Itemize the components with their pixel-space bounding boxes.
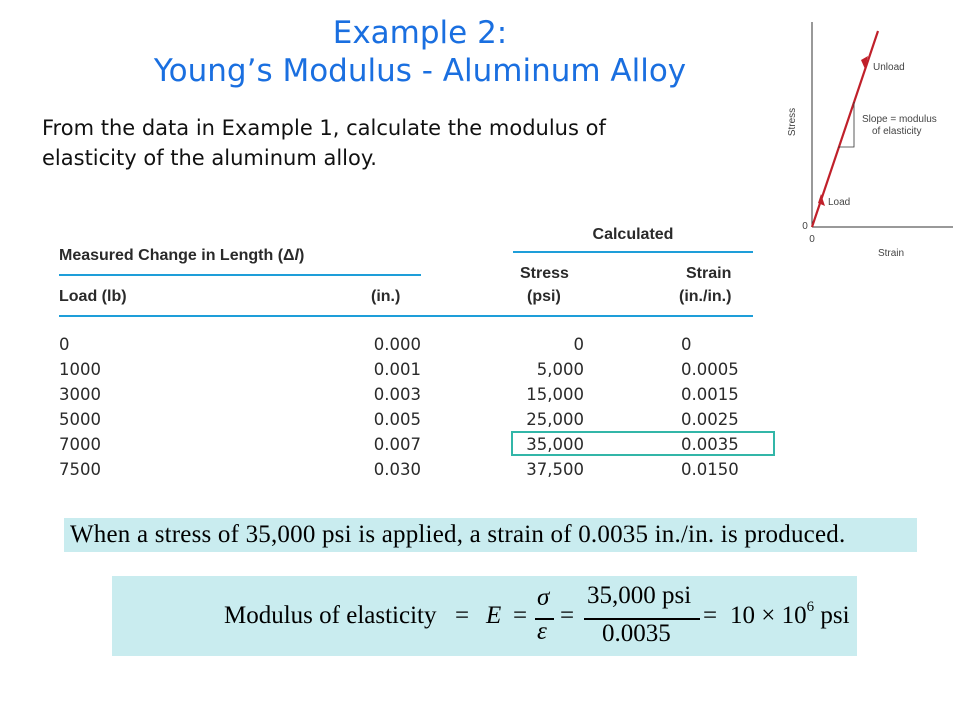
col-strain-line2: (in./in.) (679, 288, 732, 305)
result-mantissa: 10 × 10 (730, 602, 807, 629)
cell-stress: 25,000 (526, 410, 584, 429)
cell-stress: 15,000 (526, 385, 584, 404)
calculated-rule (513, 251, 753, 253)
measured-header-close: ) (298, 247, 305, 264)
y-origin-label: 0 (802, 221, 808, 232)
intro-line-1: From the data in Example 1, calculate the modulus of (42, 116, 606, 140)
cell-length: 0.003 (373, 385, 421, 404)
equation-band (112, 576, 857, 656)
cell-strain: 0.0035 (681, 435, 739, 454)
cell-load: 5000 (59, 410, 101, 429)
slope-label-line2: of elasticity (872, 126, 922, 137)
slide-title-line2: Young’s Modulus - Aluminum Alloy (153, 53, 687, 89)
cell-load: 3000 (59, 385, 101, 404)
statement-band (64, 518, 917, 552)
x-origin-label: 0 (809, 234, 815, 245)
numerator: 35,000 psi (587, 582, 692, 609)
cell-load: 0 (59, 335, 70, 354)
measured-header-symbol: l (294, 247, 299, 264)
header-bottom-rule (59, 315, 753, 317)
cell-length: 0.001 (373, 360, 421, 379)
cell-load: 7500 (59, 460, 101, 479)
cell-stress: 37,500 (526, 460, 584, 479)
measured-header (59, 247, 304, 265)
col-stress-line2: (psi) (527, 288, 561, 305)
cell-strain: 0.0005 (681, 360, 739, 379)
y-axis-label: Stress (787, 107, 798, 137)
cell-length: 0.005 (373, 410, 421, 429)
cell-load: 1000 (59, 360, 101, 379)
equals-sign-3: = (560, 602, 575, 629)
col-strain-line1: Strain (686, 265, 732, 282)
cell-stress: 0 (573, 335, 584, 354)
cell-stress: 35,000 (526, 435, 584, 454)
intro-text (42, 113, 772, 173)
cell-strain: 0.0025 (681, 410, 739, 429)
slope-label-line1: Slope = modulus (862, 114, 937, 125)
equals-sign-2: = (513, 602, 528, 629)
equation-lhs: Modulus of elasticity (224, 602, 437, 629)
result-value (730, 599, 850, 630)
result-unit: psi (820, 602, 850, 629)
cell-stress: 5,000 (536, 360, 584, 379)
col-stress-line1: Stress (520, 265, 569, 282)
x-axis-label: Strain (877, 248, 905, 259)
unload-label: Unload (873, 62, 905, 73)
slide-title-line1: Example 2: (332, 15, 508, 51)
cell-load: 7000 (59, 435, 101, 454)
intro-line-2: elasticity of the aluminum alloy. (42, 146, 377, 170)
statement-text: When a stress of 35,000 psi is applied, a strain of 0.0035 in./in. is produced. (70, 521, 846, 548)
cell-length: 0.000 (373, 335, 421, 354)
cell-length: 0.007 (373, 435, 421, 454)
load-label: Load (828, 197, 851, 208)
col-load: Load (lb) (59, 288, 127, 305)
denominator: 0.0035 (602, 620, 671, 647)
sigma-symbol: σ (537, 584, 550, 611)
cell-strain: 0 (681, 335, 692, 354)
equals-sign-1: = (455, 602, 470, 629)
col-length: (in.) (371, 288, 401, 305)
cell-strain: 0.0015 (681, 385, 739, 404)
calculated-header: Calculated (592, 226, 674, 243)
measured-header-text: Measured Change in Length (Δ (59, 247, 295, 264)
measured-rule (59, 274, 421, 276)
epsilon-symbol: ε (537, 618, 547, 645)
modulus-symbol: E (486, 602, 502, 629)
stress-strain-graph (785, 20, 955, 265)
result-exponent: 6 (806, 599, 815, 615)
highlighted-row-box (511, 431, 775, 456)
cell-strain: 0.0150 (681, 460, 739, 479)
equals-sign-4: = (703, 602, 718, 629)
cell-length: 0.030 (373, 460, 421, 479)
